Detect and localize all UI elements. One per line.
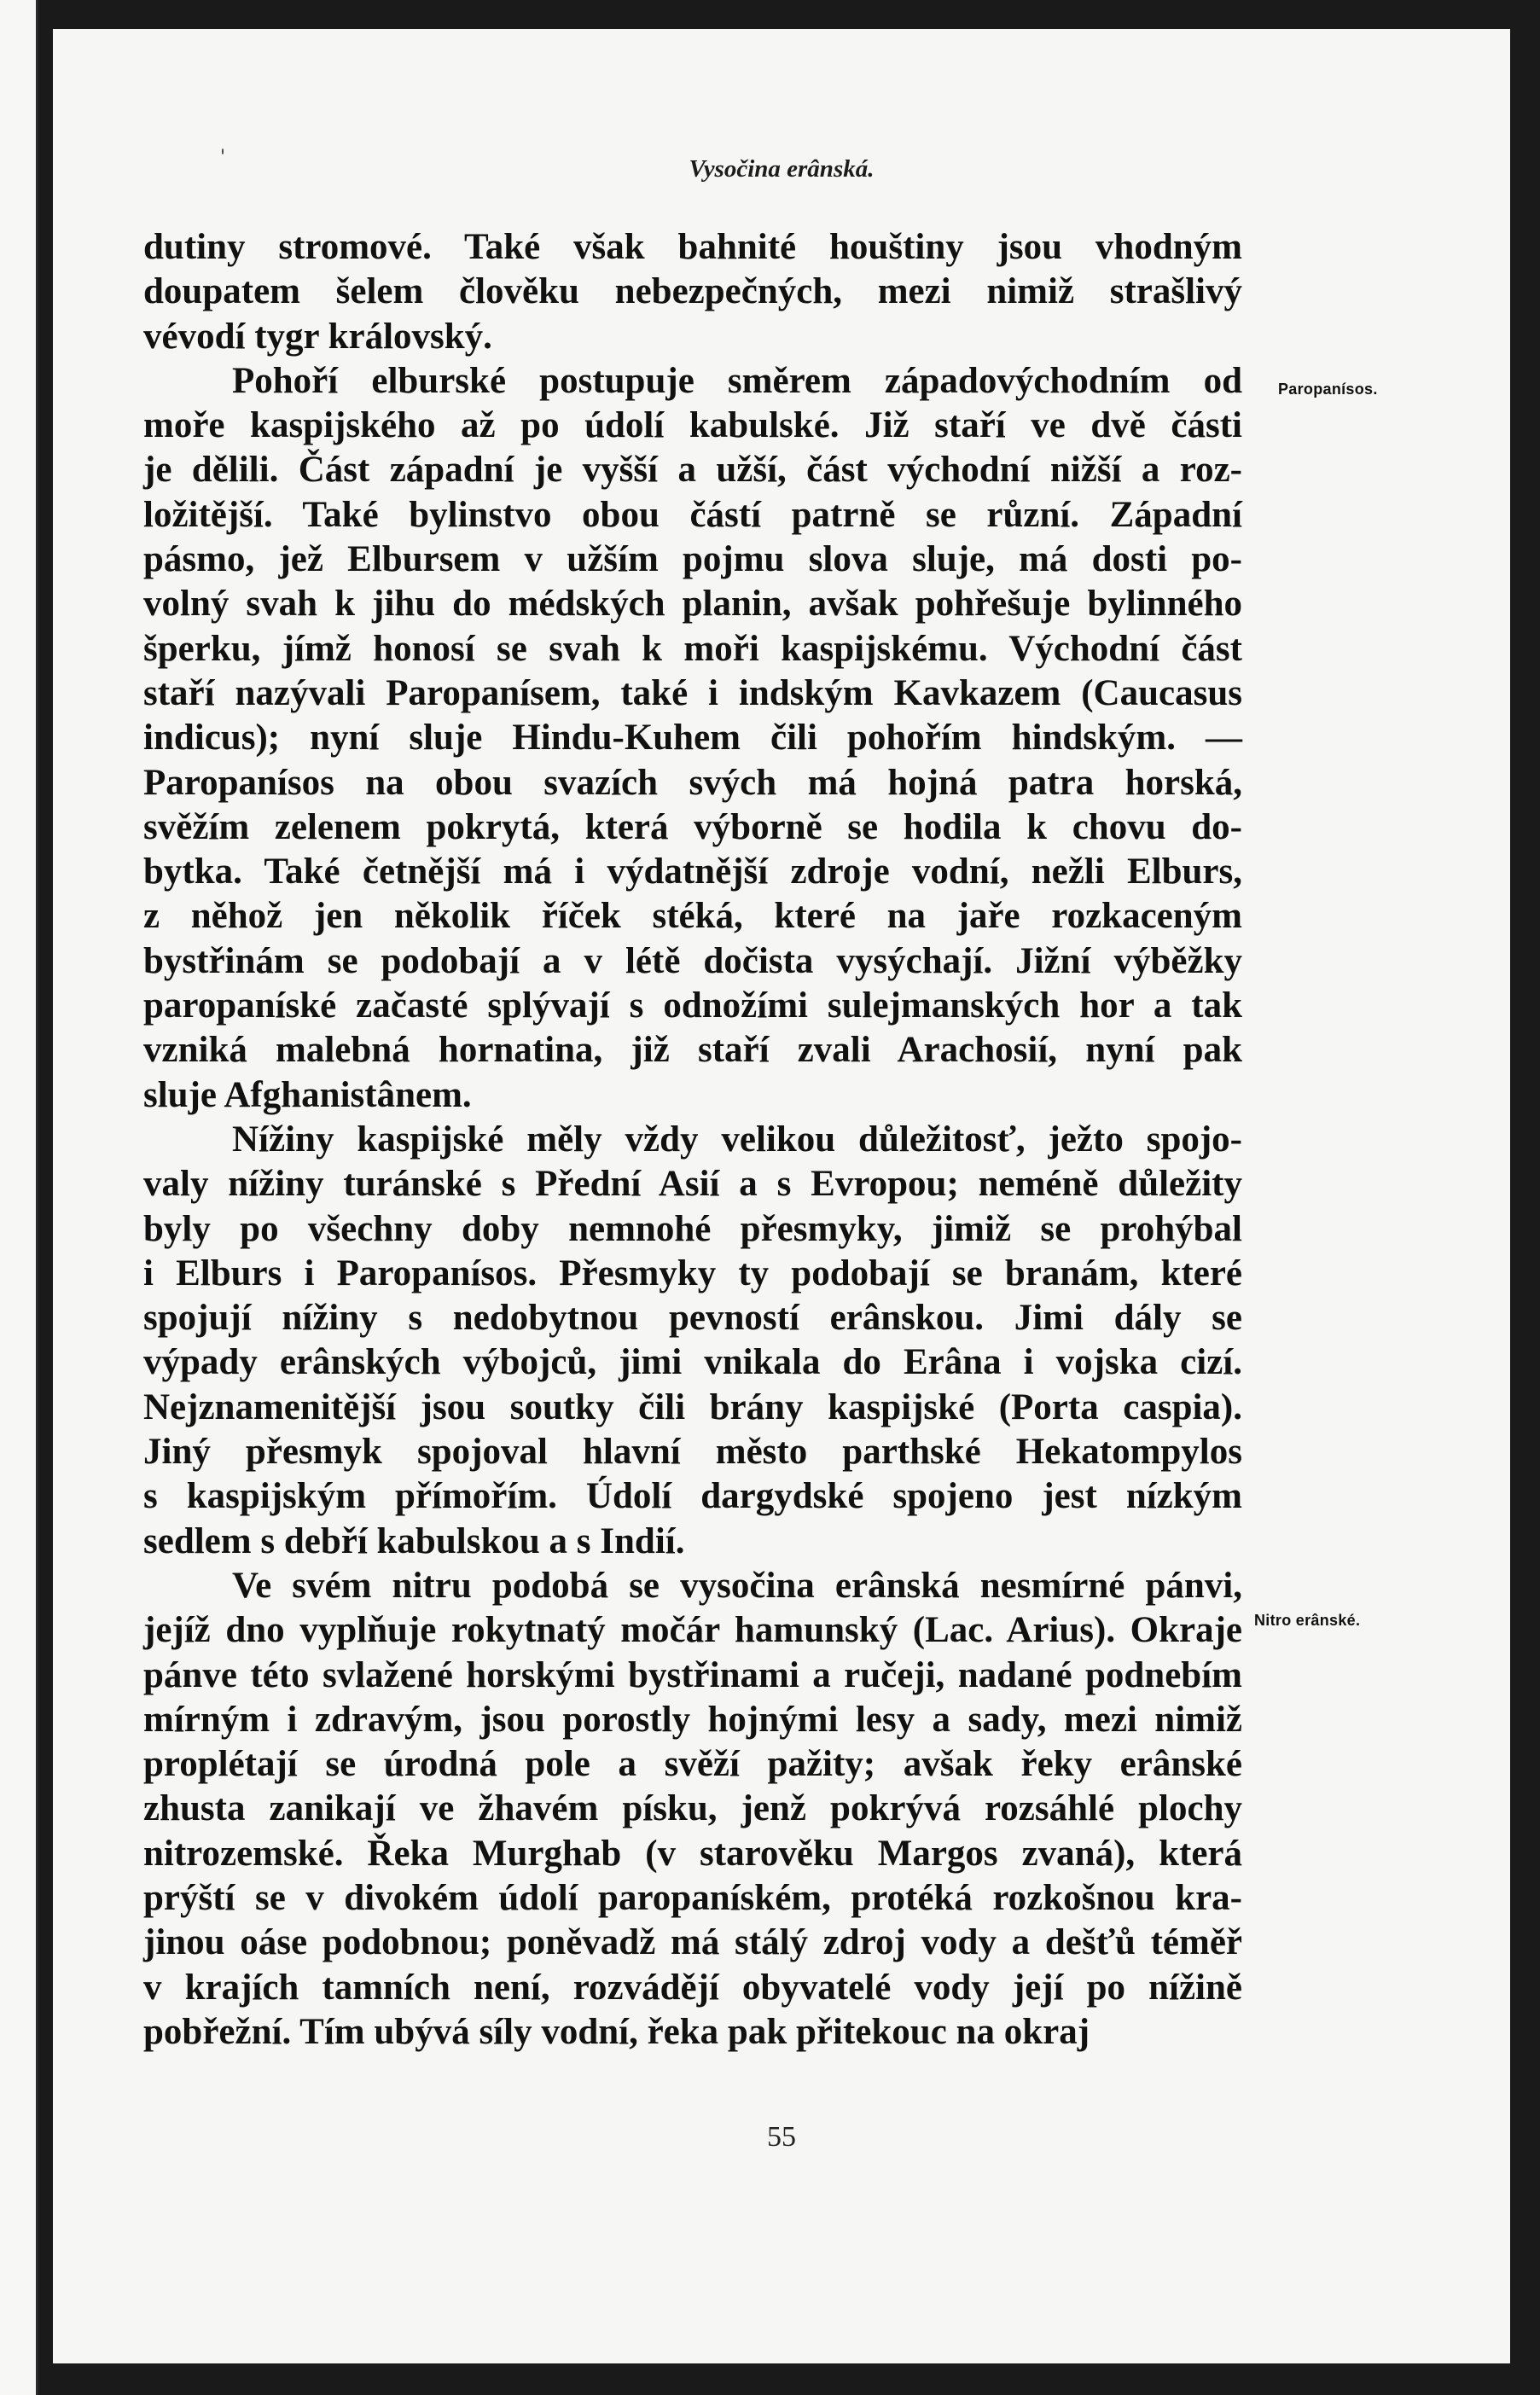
text-line: spojují nížiny s nedobytnou pevností erânskou. Jimi dály se [143, 1298, 1242, 1339]
text-line: sluje Afghanistânem. [143, 1074, 472, 1115]
text-line: Pohoří elburské postupuje směrem západovýchodním od [232, 360, 1242, 401]
text-line: Nížiny kaspijské měly vždy velikou důležitosť, ježto spojo- [232, 1119, 1242, 1160]
text-line: dutiny stromové. Také však bahnité houštiny jsou vhodným [143, 227, 1242, 267]
text-line: zhusta zanikají ve žhavém písku, jenž pokrývá rozsáhlé plochy [143, 1788, 1242, 1829]
text-line: mírným i zdravým, jsou porostly hojnými lesy a sady, mezi nimiž [143, 1699, 1242, 1740]
text-line: pobřežní. Tím ubývá síly vodní, řeka pak přitekouc na okraj [143, 2011, 1090, 2052]
text-line: Ve svém nitru podobá se vysočina erânská nesmírné pánvi, [232, 1565, 1242, 1606]
text-line: proplétají se úrodná pole a svěží pažity; avšak řeky erânské [143, 1744, 1242, 1785]
text-line: z něhož jen několik říček stéká, které na jaře rozkaceným [143, 896, 1242, 937]
text-line: pásmo, jež Elbursem v užším pojmu slova sluje, má dosti po- [143, 539, 1242, 580]
text-line: svěžím zelenem pokrytá, která výborně se hodila k chovu do- [143, 806, 1242, 847]
body-text [143, 225, 1242, 2055]
text-line: je dělili. Část západní je vyšší a užší, část východní nižší a roz- [143, 450, 1242, 491]
text-line: jejíž dno vyplňuje rokytnatý močár hamunský (Lac. Arius). Okraje [143, 1610, 1242, 1651]
text-line: i Elburs i Paropanísos. Přesmyky ty podobají se branám, které [143, 1253, 1242, 1293]
text-line: paropaníské začasté splývají s odnožími sulejmanských hor a tak [143, 985, 1242, 1026]
margin-note-paropanisos: Paropanísos. [1278, 381, 1378, 398]
text-line: staří nazývali Paropanísem, také i indským Kavkazem (Caucasus [143, 672, 1242, 713]
text-line: Paropanísos na obou svazích svých má hojná patra horská, [143, 762, 1242, 803]
page-speck: ' [220, 147, 226, 168]
text-line: doupatem šelem člověku nebezpečných, mezi nimiž strašlivý [143, 271, 1242, 312]
text-line: vzniká malebná hornatina, již staří zvali Arachosií, nyní pak [143, 1030, 1242, 1071]
text-line: ložitější. Také bylinstvo obou částí patrně se různí. Západní [143, 494, 1242, 535]
page-number: 55 [767, 2121, 796, 2153]
text-line: prýští se v divokém údolí paropaníském, protéká rozkošnou kra- [143, 1877, 1242, 1918]
text-line: volný svah k jihu do médských planin, avšak pohřešuje bylinného [143, 584, 1242, 625]
text-line: výpady erânských výbojců, jimi vnikala do Erâna i vojska cizí. [143, 1342, 1242, 1383]
text-line: bystřinám se podobají a v létě dočista vysýchají. Jižní výběžky [143, 940, 1242, 981]
text-line: jinou oáse podobnou; poněvadž má stálý zdroj vody a dešťů téměř [143, 1922, 1242, 1963]
margin-note-nitro-eranske: Nitro erânské. [1254, 1612, 1361, 1629]
text-line: valy nížiny turánské s Přední Asií a s Evropou; neméně důležity [143, 1164, 1242, 1205]
text-line: Nejznamenitější jsou soutky čili brány kaspijské (Porta caspia). [143, 1386, 1242, 1427]
text-line: v krajích tamních není, rozvádějí obyvatelé vody její po nížině [143, 1967, 1242, 2008]
text-line: bytka. Také četnější má i výdatnější zdroje vodní, nežli Elburs, [143, 852, 1242, 892]
text-line: Jiný přesmyk spojoval hlavní město parthské Hekatompylos [143, 1432, 1242, 1473]
text-line: vévodí tygr královský. [143, 316, 492, 357]
text-line: s kaspijským přímořím. Údolí dargydské spojeno jest nízkým [143, 1476, 1242, 1517]
facing-page-edge [0, 0, 38, 2395]
text-line: moře kaspijského až po údolí kabulské. Již staří ve dvě části [143, 405, 1242, 446]
book-page [53, 29, 1510, 2363]
text-line: pánve této svlažené horskými bystřinami a ručeji, nadané podnebím [143, 1654, 1242, 1695]
text-line: indicus); nyní sluje Hindu-Kuhem čili pohořím hindským. — [143, 718, 1242, 759]
text-line: byly po všechny doby nemnohé přesmyky, jimiž se prohýbal [143, 1208, 1242, 1249]
running-header: Vysočina erânská. [689, 155, 875, 183]
text-line: nitrozemské. Řeka Murghab (v starověku Margos zvaná), která [143, 1833, 1242, 1874]
text-line: sedlem s debří kabulskou a s Indií. [143, 1520, 685, 1561]
text-line: šperku, jímž honosí se svah k moři kaspijskému. Východní část [143, 628, 1242, 669]
